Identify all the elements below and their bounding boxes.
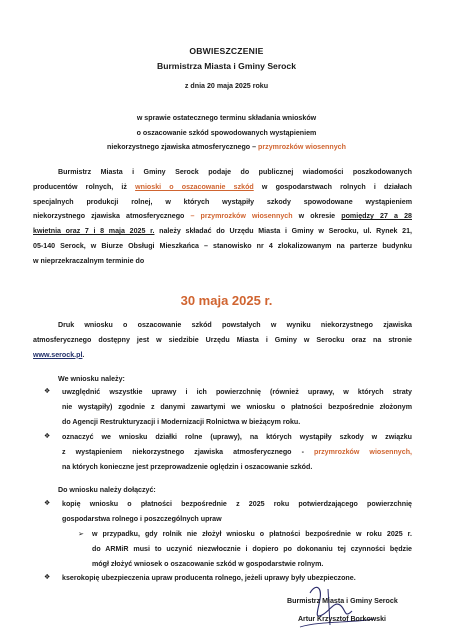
b-b2-line: kserokopię ubezpieczenia upraw producenta rolnego, jeżeli uprawy były ubezpieczone. [62,574,356,582]
intro-line-2-b: w gospodarstwach rolnych i działach [261,182,412,191]
a-b1-line-1: uwzględnić wszystkie uprawy i ich powierzchnię (również uprawy, w których straty [62,388,412,396]
subject-line-2: o oszacowanie szkód spowodowanych wystąpieniem [136,129,317,137]
section-a-bullet-1 [44,385,412,429]
intro-dates-start: pomiędzy 27 a 28 [341,212,412,221]
b-b1-line-1: kopię wniosku o płatności bezpośrednie z 2025 roku potwierdzającego powierzchnię [62,500,412,508]
a-b2-line-1: oznaczyć we wniosku działki rolne (uprawy), na których wystąpiły szkody w związku [62,433,412,441]
intro-line-4-dash: – [190,212,195,221]
subject-line-3 [0,143,453,151]
a-b2-line-3: na których konieczne jest przeprowadzenie oględzin i oszacowanie szkód. [62,462,313,471]
a-b1-line-2: nie wystąpiły) zgodnie z danymi zawartymi we wniosku o płatności bezpośrednie złożonym [62,402,412,411]
intro-line-7: w nieprzekraczalnym terminie do [33,256,145,265]
b-sub-line-1: w przypadku, gdy rolnik nie złożył wniosku o płatności bezpośrednie w roku 2025 r. [92,530,412,538]
a-b2-highlight: przymrozków wiosennych, [314,447,413,456]
arrow-bullet-icon: ➢ [78,530,84,538]
signature-title: Burmistrz Miasta i Gminy Serock [287,597,398,605]
bullet-diamond-icon: ❖ [44,388,51,395]
form-info-line-3 [33,348,412,363]
bullet-diamond-icon: ❖ [44,433,51,440]
subject-highlight: przymrozków wiosennych [258,143,346,151]
intro-line-5 [33,224,412,239]
form-info-line-2: atmosferycznego dostępny jest w siedzibie Urzędu Miasta i Gminy w Serocku oraz na stronie [33,335,412,344]
b-sub-line-2: do ARMiR musi to uczynić niezwłocznie i dopiero po dokonaniu tej czynności będzie [92,544,412,553]
document-title: OBWIESZCZENIE [189,46,264,56]
intro-line-1: Burmistrz Miasta i Gminy Serock podaje do publicznej wiadomości poszkodowanych [58,168,412,176]
handwritten-signature [270,575,400,635]
form-info-line-1: Druk wniosku o oszacowanie szkód powstałych w wyniku niekorzystnego zjawiska [58,321,412,329]
intro-line-6: 05-140 Serock, w Biurze Obsługi Mieszkańca – stanowisko nr 4 zlokalizowanym na parterze budynku [33,241,412,250]
section-b-heading: Do wniosku należy dołączyć: [58,486,156,494]
section-b-subitem [78,527,412,571]
intro-link-wnioski: wnioski o oszacowanie szkód [135,182,254,191]
b-b1-line-2: gospodarstwa rolnego i poszczególnych upraw [62,514,222,523]
intro-dates-end: kwietnia oraz 7 i 8 maja 2025 r. [33,227,155,236]
a-b2-line-2 [62,445,412,460]
deadline-date: 30 maja 2025 r. [180,293,273,308]
subject-line-1: w sprawie ostatecznego terminu składania wniosków [136,114,317,122]
section-a-bullet-2 [44,430,412,474]
form-info-paragraph [33,318,412,362]
issuer-line: Burmistrza Miasta i Gminy Serock [157,61,296,71]
website-link[interactable]: www.serock.pl [33,350,83,359]
signature-name: Artur Krzysztof Borkowski [298,616,386,623]
document-date: z dnia 20 maja 2025 roku [184,82,269,90]
a-b2-line-2-a: z wystąpieniem niekorzystnego zjawiska atmosferycznego - [62,447,304,456]
a-b1-line-3: do Agencji Restrukturyzacji i Modernizacji Rolnictwa w bieżącym roku. [62,417,301,426]
intro-highlight: przymrozków wiosennych [200,212,293,221]
intro-line-2 [33,180,412,195]
intro-line-3: specjalnych produkcji rolnej, w których wystąpiły szkody spowodowane wystąpieniem [33,197,412,206]
intro-line-4-a: niekorzystnego zjawiska atmosferycznego [33,212,185,221]
b-sub-line-3: mógł złożyć wniosek o oszacowanie szkód w gospodarstwie rolnym. [92,559,324,568]
bullet-diamond-icon: ❖ [44,500,51,507]
intro-line-5-b: należy składać do Urzędu Miasta i Gminy w Serocku, ul. Rynek 21, [159,227,413,236]
intro-paragraph [33,165,412,269]
intro-line-4-b: w okresie [298,212,336,221]
intro-line-2-a: producentów rolnych, iż [33,182,127,191]
intro-line-4 [33,209,412,224]
section-a-heading: We wniosku należy: [58,375,125,383]
website-link-suffix: . [82,350,85,359]
bullet-diamond-icon: ❖ [44,574,51,581]
subject-line-3-text: niekorzystnego zjawiska atmosferycznego – [107,143,257,151]
section-b-bullet-1 [44,497,412,527]
